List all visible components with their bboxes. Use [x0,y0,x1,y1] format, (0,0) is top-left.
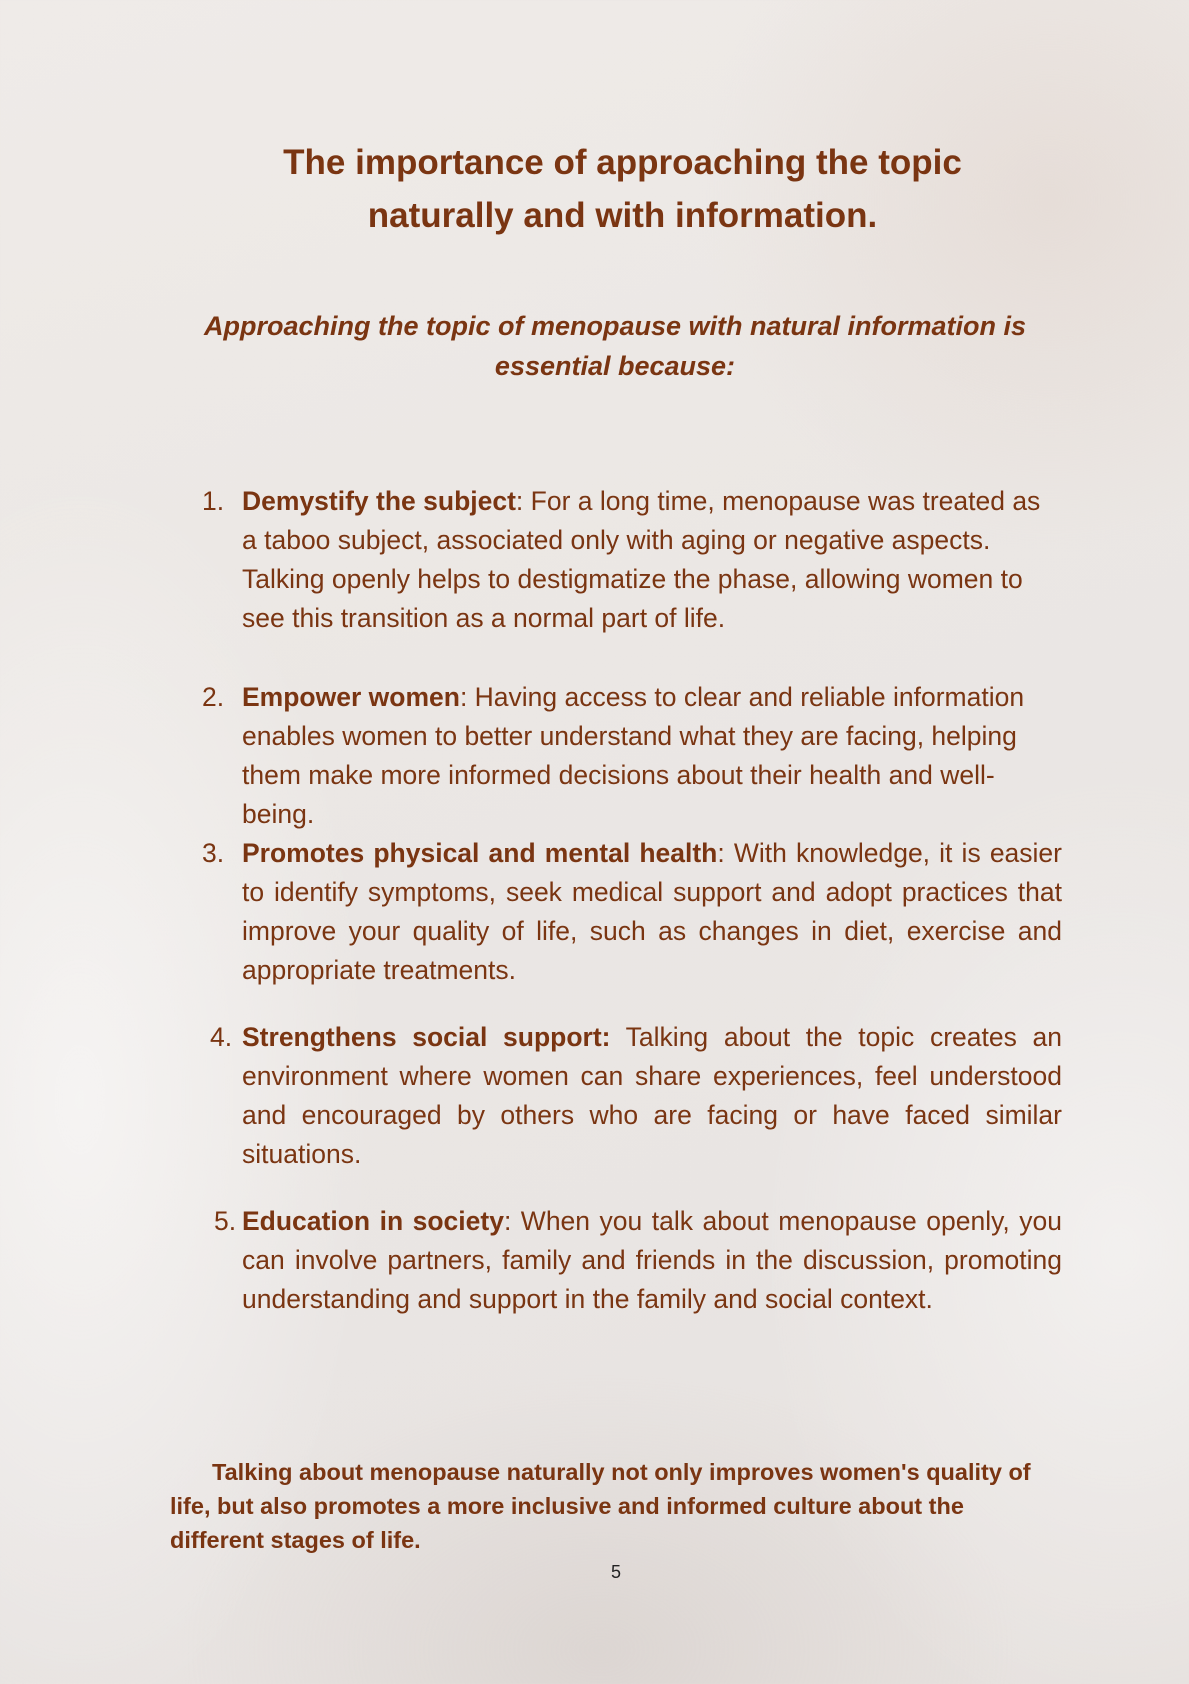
list-item-4-number: 4. [210,1022,233,1052]
list-item-5-number: 5. [214,1206,237,1236]
list-item-3-heading: Promotes physical and mental health [242,838,718,868]
list-item-4 [210,1018,1062,1174]
list-item-3-number: 3. [202,838,225,868]
page-title-line-1: The importance of approaching the topic [283,143,962,182]
list-item-5-heading: Education in society [242,1206,504,1236]
list-item-1 [202,482,1062,638]
list-item-1-text: : For a long time, menopause was treated as a taboo subject, associated only with aging or negative aspects. Talking openly helps to destigmatize the phase, allowing women to see this transition as a normal part of life. [242,486,1041,633]
list-item-3-text: : With knowledge, it is easier to identify symptoms, seek medical support and adopt practices that improve your quality of life, such as changes in diet, exercise and appropriate treatments. [242,838,1062,985]
list-item-5-text: : When you talk about menopause openly, you can involve partners, family and friends in the discussion, promoting understanding and support in the family and social context. [242,1206,1062,1314]
list-item-2-text: : Having access to clear and reliable information enables women to better understand what they are facing, helping them make more informed decisions about their health and well-being. [242,682,1025,829]
list-item-2-heading: Empower women [242,682,460,712]
page-number: 5 [610,1562,621,1582]
list-item-5 [214,1202,1062,1319]
list-item-4-text: Talking about the topic creates an environment where women can share experiences, feel understood and encouraged by others who are facing or have faced similar situations. [242,1022,1062,1169]
page-title [0,136,1189,242]
list-item-2-number: 2. [202,682,225,712]
list-item-3 [202,834,1062,990]
list-item-4-heading: Strengthens social support: [242,1022,611,1052]
list-item-2 [202,678,1062,834]
page-subtitle: Approaching the topic of menopause with natural information is essential because: [203,311,1027,381]
page-title-line-2: naturally and with information. [367,196,878,235]
list-item-1-number: 1. [202,486,225,516]
list-item-1-heading: Demystify the subject [242,486,516,516]
closing-paragraph: Talking about menopause naturally not only improves women's quality of life, but also promotes a more inclusive and informed culture about the different stages of life. [170,1459,1031,1553]
